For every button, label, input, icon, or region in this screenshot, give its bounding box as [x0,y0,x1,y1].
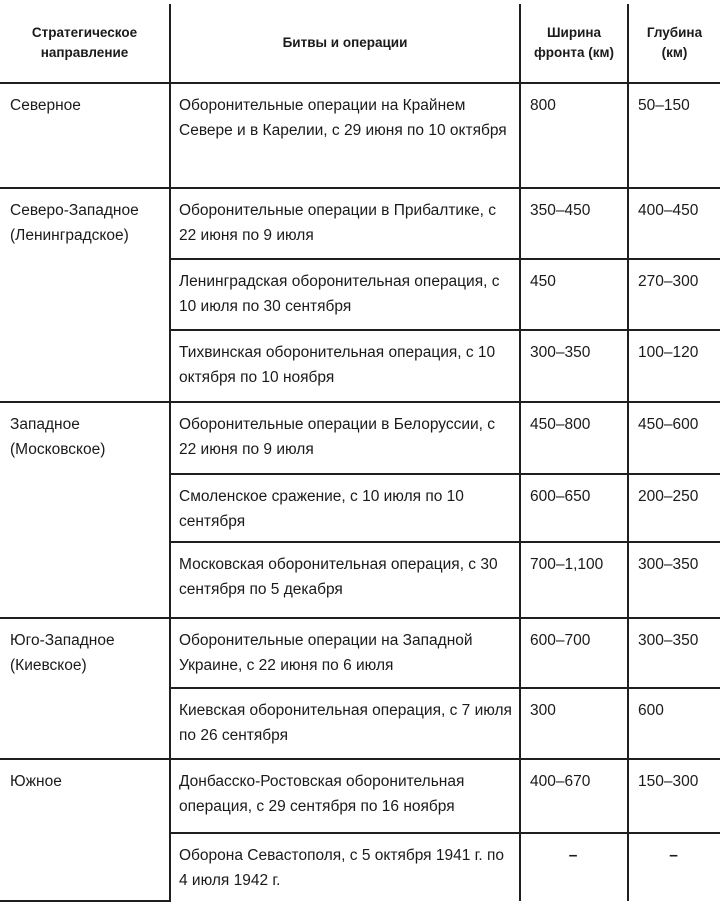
direction-cell: Северо-Западное (Ленинградское) [0,188,170,402]
front-width-cell: 400–670 [520,759,628,833]
front-width-cell: 300 [520,688,628,759]
front-width-cell: 600–700 [520,618,628,688]
front-width-cell: 600–650 [520,474,628,542]
battle-cell: Оборонительные операции на Западной Украине, с 22 июня по 6 июля [170,618,520,688]
header-depth: Глубина (км) [628,4,720,83]
battle-cell: Ленинградская оборонительная операция, с 10 июля по 30 сентября [170,259,520,330]
battle-cell: Оборонительные операции на Крайнем Севере и в Карелии, с 29 июня по 10 октября [170,83,520,188]
battle-cell: Донбасско-Ростовская оборонительная операция, с 29 сентября по 16 ноября [170,759,520,833]
table-row [0,402,720,474]
direction-cell: Северное [0,83,170,188]
header-battles: Битвы и операции [170,4,520,83]
front-width-cell: 300–350 [520,330,628,402]
table-row [0,759,720,833]
header-row [0,4,720,83]
front-width-cell: 450 [520,259,628,330]
table-row [0,618,720,688]
direction-cell: Юго-Западное (Киевское) [0,618,170,759]
depth-cell: 300–350 [628,542,720,618]
battle-cell: Киевская оборонительная операция, с 7 июля по 26 сентября [170,688,520,759]
front-width-cell: – [520,833,628,901]
operations-table [0,4,720,902]
direction-cell: Западное (Московское) [0,402,170,618]
header-direction: Стратегическое направление [0,4,170,83]
front-width-cell: 350–450 [520,188,628,259]
depth-cell: 100–120 [628,330,720,402]
battle-cell: Московская оборонительная операция, с 30 сентября по 5 декабря [170,542,520,618]
depth-cell: 50–150 [628,83,720,188]
battle-cell: Оборона Севастополя, с 5 октября 1941 г. по 4 июля 1942 г. [170,833,520,901]
depth-cell: 450–600 [628,402,720,474]
table-row [0,83,720,188]
battle-cell: Оборонительные операции в Прибалтике, с 22 июня по 9 июля [170,188,520,259]
depth-cell: 200–250 [628,474,720,542]
battle-cell: Оборонительные операции в Белоруссии, с 22 июня по 9 июля [170,402,520,474]
table-row [0,188,720,259]
front-width-cell: 700–1,100 [520,542,628,618]
front-width-cell: 800 [520,83,628,188]
front-width-cell: 450–800 [520,402,628,474]
depth-cell: 270–300 [628,259,720,330]
depth-cell: – [628,833,720,901]
battle-cell: Смоленское сражение, с 10 июля по 10 сентября [170,474,520,542]
battle-cell: Тихвинская оборонительная операция, с 10 октября по 10 ноября [170,330,520,402]
depth-cell: 150–300 [628,759,720,833]
depth-cell: 600 [628,688,720,759]
direction-cell: Южное [0,759,170,901]
depth-cell: 300–350 [628,618,720,688]
depth-cell: 400–450 [628,188,720,259]
header-front-width: Ширина фронта (км) [520,4,628,83]
